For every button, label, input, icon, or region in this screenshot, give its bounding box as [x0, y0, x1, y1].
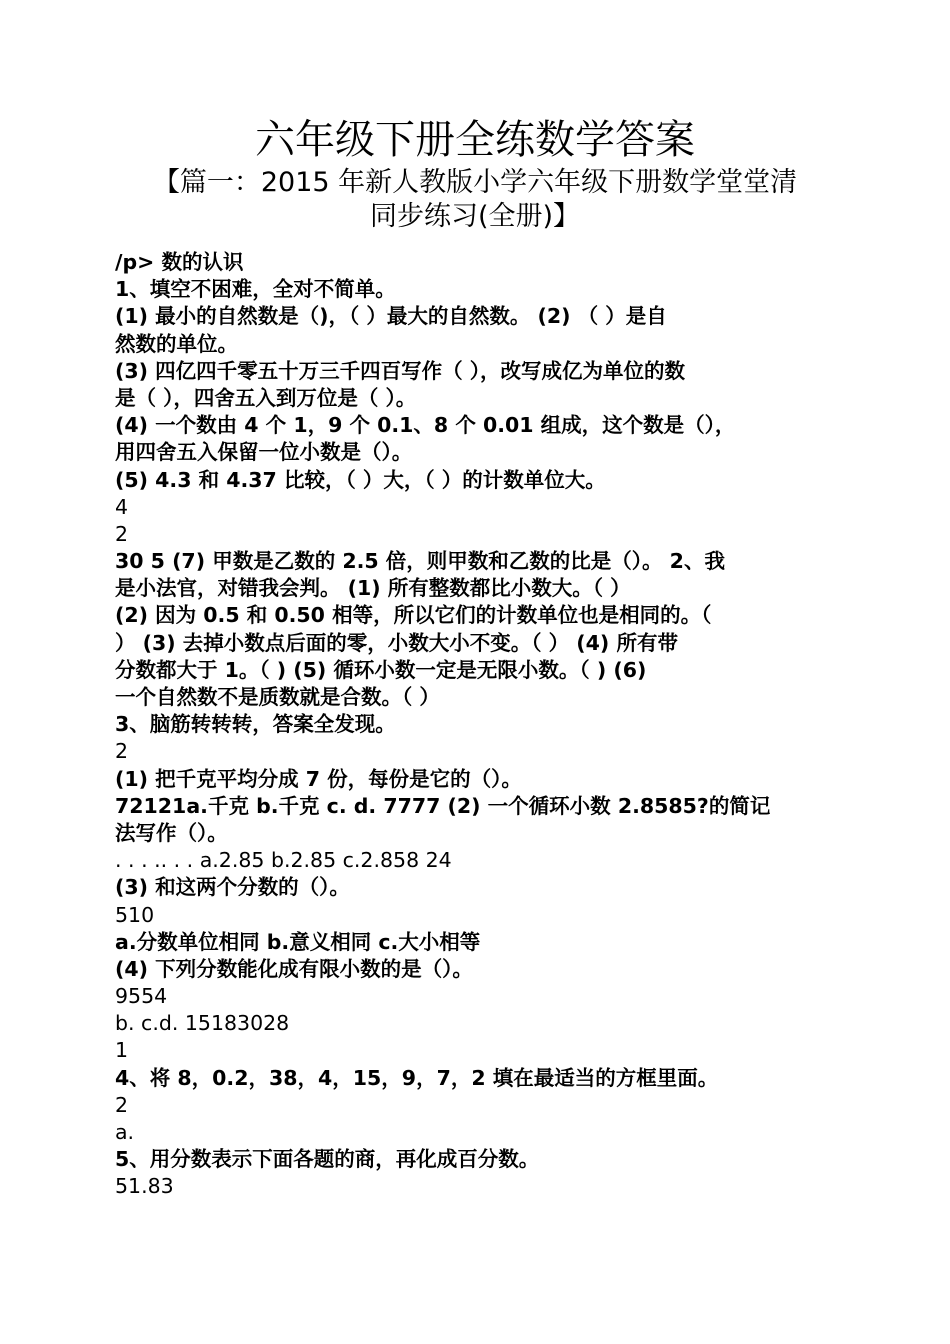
- body-line: 2: [115, 1092, 129, 1117]
- body-line: (1) 最小的自然数是（)，（ ）最大的自然数。 (2) （ ）是自: [115, 304, 667, 329]
- body-line: 4、将 8，0.2，38，4，15，9，7，2 填在最适当的方框里面。: [115, 1065, 719, 1090]
- body-line: 3、脑筋转转转，答案全发现。: [115, 712, 396, 737]
- body-line: 用四舍五入保留一位小数是（）。: [115, 440, 413, 465]
- body-line: 72121a.千克 b.千克 c. d. 7777 (2) 一个循环小数 2.8585?的简记: [115, 793, 771, 818]
- body-line: a.分数单位相同 b.意义相同 c.大小相等: [115, 929, 481, 954]
- body-line: (3) 四亿四千零五十万三千四百写作（ ），改写成亿为单位的数: [115, 358, 686, 383]
- body-line: (4) 下列分数能化成有限小数的是（）。: [115, 956, 473, 981]
- body-line: 是小法官，对错我会判。 (1) 所有整数都比小数大。（ ）: [115, 576, 631, 601]
- body-line: 分数都大于 1。（ ) (5) 循环小数一定是无限小数。（ ) (6): [115, 657, 647, 682]
- document-subtitle-line-1: 【篇一：2015 年新人教版小学六年级下册数学堂堂清: [152, 167, 798, 198]
- body-line: /p> 数的认识: [115, 250, 244, 274]
- body-line: 一个自然数不是质数就是合数。（ ）: [115, 685, 440, 709]
- document-body: [115, 249, 840, 1201]
- body-line: a.: [115, 1120, 135, 1144]
- body-line: 5、用分数表示下面各题的商，再化成百分数。: [115, 1147, 540, 1172]
- body-line: 510: [115, 902, 155, 927]
- body-line: ） (3) 去掉小数点后面的零，小数大小不变。（ ） (4) 所有带: [115, 630, 678, 655]
- body-line: b. c.d. 15183028: [115, 1011, 290, 1036]
- body-line: 2: [115, 521, 129, 546]
- body-line: 是（ ），四舍五入到万位是（ ）。: [115, 385, 417, 410]
- body-line: (5) 4.3 和 4.37 比较，（ ）大，（ ）的计数单位大。: [115, 467, 606, 492]
- body-line: 51.83: [115, 1174, 174, 1199]
- body-line: (2) 因为 0.5 和 0.50 相等，所以它们的计数单位也是相同的。（: [115, 603, 712, 628]
- document-subtitle-line-2: 同步练习(全册)】: [369, 201, 581, 232]
- body-line: . . . .. . . a.2.85 b.2.85 c.2.858 24: [115, 848, 452, 873]
- body-line: 然数的单位。: [115, 331, 238, 356]
- body-line: 9554: [115, 984, 168, 1009]
- document-title: 六年级下册全练数学答案: [255, 117, 695, 163]
- body-line: (3) 和这两个分数的（）。: [115, 875, 350, 900]
- body-line: 30 5 (7) 甲数是乙数的 2.5 倍，则甲数和乙数的比是（）。 2、我: [115, 549, 725, 574]
- body-line: 1: [115, 1038, 129, 1063]
- body-line: 2: [115, 739, 129, 764]
- body-line: 法写作（）。: [115, 820, 228, 845]
- body-line: (1) 把千克平均分成 7 份，每份是它的（）。: [115, 766, 522, 791]
- body-line: 4: [115, 494, 129, 519]
- body-line: (4) 一个数由 4 个 1，9 个 0.1、8 个 0.01 组成，这个数是（），: [115, 413, 736, 438]
- body-line: 1、填空不困难，全对不简单。: [115, 277, 396, 302]
